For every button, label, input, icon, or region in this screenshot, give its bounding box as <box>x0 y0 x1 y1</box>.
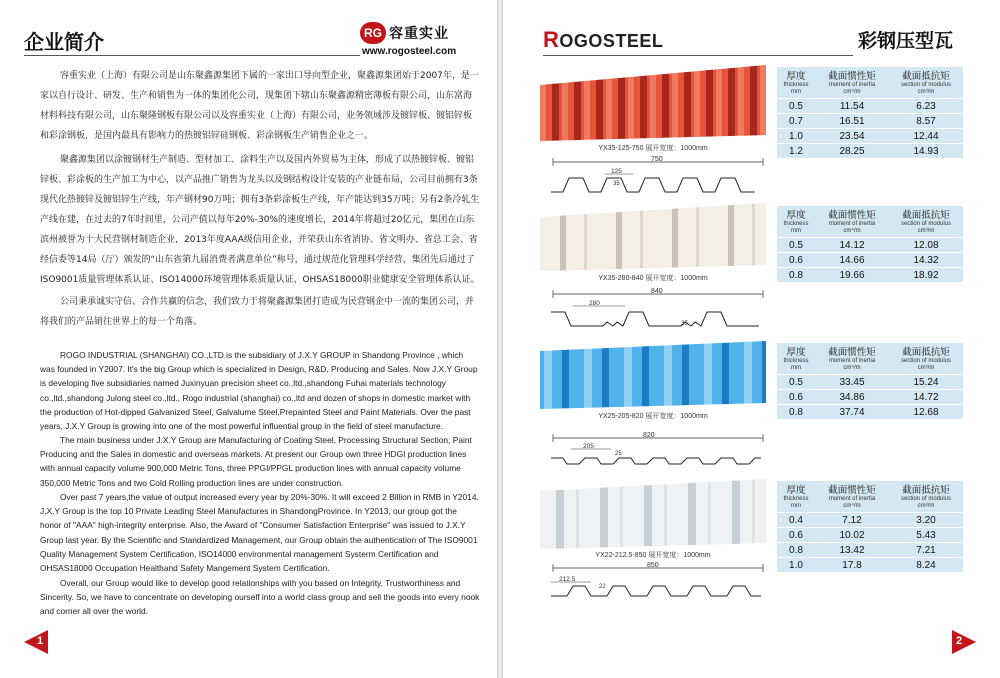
product-caption-4: YX22-212.5-850 展开宽度：1000mm <box>595 552 711 559</box>
left-page <box>0 0 497 678</box>
tile-image-3 <box>540 341 766 409</box>
logo-url: www.rogosteel.com <box>362 46 457 57</box>
profile-dim-total-2: 840 <box>651 288 663 295</box>
table-row: 1.0 17.8 8.24 <box>777 558 963 573</box>
title-divider <box>543 55 853 56</box>
chinese-paragraph-2: 聚鑫源集团以涂镀钢材生产制造、型材加工、涂料生产以及国内外贸易为主体，形成了以热镀锌板、镀铝锌板、彩涂板的生产加工为中心，以产品推广销售为龙头以及钢结构设计安装的产业链布局，公司目前拥有3条现代化热镀锌及镀铝锌生产线，年产钢材90万吨；拥有3条彩涂板生产线，年产能达到35万吨；另有2条冷轧生产线在建，在过去的7年时间里，公司产值以每年20%-30%的速度增长，2014年将超过20亿元，集团在山东滨州被誉为十大民营钢材制造企业，2013年度AAA级信用企业，并荣获山东省消协、省文明办、省总工会、省经信委等14局（厅）颁发的“山东省第九届消费者满意单位”称号，通过规范化管理科学经营，集团先后通过了ISO9001质量管理体系认证、ISO14000环境管理体系质量认证、OHSAS18000职业健康安全管理体系认证。 <box>40 155 480 285</box>
page-number: 1 <box>37 635 44 647</box>
title-divider <box>24 55 360 56</box>
tile-image-2 <box>540 203 766 271</box>
product-photo-3 <box>540 341 766 409</box>
table-row: 0.8 13.42 7.21 <box>777 543 963 558</box>
th-inertia: 截面惯性矩 moment of inertia cm⁴/m <box>815 67 889 99</box>
product-caption-1: YX35-125-750 展开宽度：1000mm <box>598 145 708 152</box>
page-number-badge <box>952 630 976 654</box>
table-row: 1.0 23.54 12.44 <box>777 129 963 144</box>
english-paragraph-3: Over past 7 years,the value of output increased every year by 20%-30%. It will exceed 2 Billion in RMB in Y2014. J.X.Y Group is the top 10 Private Leading Steel Manufactures in ShandongProvince. In Y2013, our group got the honor of "AAA" high-integrity enterprise. Also, the Award of "Consumer Satisfaction Enterprise" was issued to J.X.Y Group last year. By the Scientific and Standardized Management, our Group obtain the authentication of The ISO9001 Quality Management System Certification, ISO14000 environmental management Systerm Certification and OHSAS18000 Occupation Healthand Safety Mangement System Certification. <box>40 492 479 574</box>
table-row: 0.5 14.12 12.08 <box>777 238 963 253</box>
table-row: 0.7 16.51 8.57 <box>777 114 963 129</box>
product-caption-3: YX25-205-820 展开宽度：1000mm <box>598 413 708 420</box>
tile-image-1 <box>540 65 766 141</box>
product-photo-1 <box>540 65 766 141</box>
logo-company-name: 容重实业 <box>389 26 449 42</box>
profile-dim-pitch-4: 212.5 <box>559 576 576 583</box>
english-paragraph-2: The main business under J.X.Y Group are Manufacturing of Coating Steel, Processing Structural Section, Paint Producing and the Sales in domestic and overseas markets. At present our Group own three HDGI production lines with annual capacity volume 900,000 Metric Tons, three PPGI/PPGL production lines with annual capacity volume 350,000 Metric Tons and two Cold Rolling production lines are under construction. <box>40 435 472 488</box>
rogosteel-logo <box>543 27 663 53</box>
spec-table-4: 厚度 thickness mm 截面惯性矩 moment of inertia cm⁴/m 截面抵抗矩 section of modulus cm³/m 0.4 7.12 3.20 0.6 10.02 5.43 0.8 13.42 7.21 1.0 17.8 8.24 <box>777 481 963 572</box>
company-logo <box>360 20 472 60</box>
profile-dim-height-1: 35 <box>613 181 620 187</box>
profile-dim-pitch-3: 205 <box>583 443 594 450</box>
table-row: 0.6 10.02 5.43 <box>777 528 963 543</box>
table-row: 0.4 7.12 3.20 <box>777 513 963 528</box>
product-caption-2: YX35-280-840 展开宽度：1000mm <box>598 275 708 282</box>
profile-dim-height-4: 22 <box>599 584 606 590</box>
page-number: 2 <box>956 635 963 647</box>
profile-dim-total-3: 820 <box>643 432 655 439</box>
table-row: 0.5 33.45 15.24 <box>777 375 963 390</box>
brand-initial: R <box>543 27 560 52</box>
page-corner-icon <box>24 630 48 654</box>
page-number-badge <box>24 630 48 654</box>
english-paragraph-4: Overall, our Group would like to develop good relationships with you based on Integrity, Trustworthiness and Sincerity. So, we have to concentrate on developing ourself into a world class group and sell the goods into every nook and corner all over the world. <box>40 578 480 617</box>
brand-rest: OGOSTEEL <box>559 31 664 51</box>
spec-table-2: 厚度 thickness mm 截面惯性矩 moment of inertia cm⁴/m 截面抵抗矩 section of modulus cm³/m 0.5 14.12 12.08 0.6 14.66 14.32 0.8 19.66 18.92 <box>777 206 963 282</box>
right-page <box>503 0 1000 678</box>
table-row: 0.8 37.74 12.68 <box>777 405 963 420</box>
product-photo-4 <box>540 479 766 549</box>
table-row: 1.2 28.25 14.93 <box>777 144 963 159</box>
table-row: 0.6 34.86 14.72 <box>777 390 963 405</box>
profile-dim-pitch-2: 280 <box>589 300 600 307</box>
page-title: 彩钢压型瓦 <box>858 30 954 52</box>
spec-table-1 <box>777 67 963 158</box>
table-row: 0.6 14.66 14.32 <box>777 253 963 268</box>
profile-dim-height-3: 25 <box>615 451 622 457</box>
profile-dim-total-4: 850 <box>647 562 659 569</box>
profile-dim-total-1: 750 <box>651 156 663 163</box>
chinese-paragraph-1: 容重实业（上海）有限公司是山东聚鑫源集团下属的一家出口导向型企业，聚鑫源集团始于2007年，是一家以自行设计、研发、生产和销售为一体的集团化公司，现集团下辖山东聚鑫源精密薄板有限公司，山东富海材料科技有限公司，山东聚隆钢板有限公司以及容重实业（上海）有限公司，业务领域涉及镀锌板、镀铝锌板和彩涂钢板，是国内最具有影响力的热镀铝锌硅钢板、彩涂钢板生产销售企业之一。 <box>40 71 479 141</box>
tile-image-4 <box>540 479 766 549</box>
chinese-paragraph-3: 公司秉承诚实守信、合作共赢的信念，我们致力于将聚鑫源集团打造成为民营钢企中一流的集团公司，并将我们的产品销往世界上的每一个角落。 <box>40 297 475 327</box>
profile-diagram-1 <box>543 154 773 204</box>
profile-dim-pitch-1: 125 <box>611 168 622 175</box>
profile-dim-height-2: 35 <box>681 321 688 327</box>
th-modulus: 截面抵抗矩 section of modulus cm³/m <box>889 67 963 99</box>
th-thickness: 厚度 thickness mm <box>777 67 815 99</box>
table-row: 0.8 19.66 18.92 <box>777 268 963 283</box>
profile-diagram-2 <box>543 286 773 334</box>
table-row: 0.5 11.54 6.23 <box>777 99 963 114</box>
rg-logo-icon: RG <box>360 22 386 44</box>
english-paragraph-1: ROGO INDUSTRIAL (SHANGHAI) CO.,LTD is the subsidiary of J.X.Y GROUP in Shandong Province , which was founded in Y2007. It's the big Group which is specialized in Design, R&D, Producing and Sales. Now J.X.Y Group is developing five subsidiaries named Juxinyuan precision sheet co.,ltd.,shandong Fuhai materials technology co.,ltd.,shandong Julong steel co.,ltd., Rogo industrial (shanghai) co.,ltd and dozen of shops in domestic market with the production of Hot-dipped Galvanized Steel, Galvalume Steel,Prepainted Steel and Paint Materials. Over the past years, J.X.Y Group is growing into one of the most powerful influential group in the field of steel manufacture. <box>40 350 478 432</box>
product-photo-2 <box>540 203 766 271</box>
profile-diagram-4 <box>543 562 773 610</box>
spec-table-3: 厚度 thickness mm 截面惯性矩 moment of inertia cm⁴/m 截面抵抗矩 section of modulus cm³/m 0.5 33.45 15.24 0.6 34.86 14.72 0.8 37.74 12.68 <box>777 343 963 419</box>
profile-diagram-3 <box>543 432 773 472</box>
page-title: 企业简介 <box>24 30 104 54</box>
